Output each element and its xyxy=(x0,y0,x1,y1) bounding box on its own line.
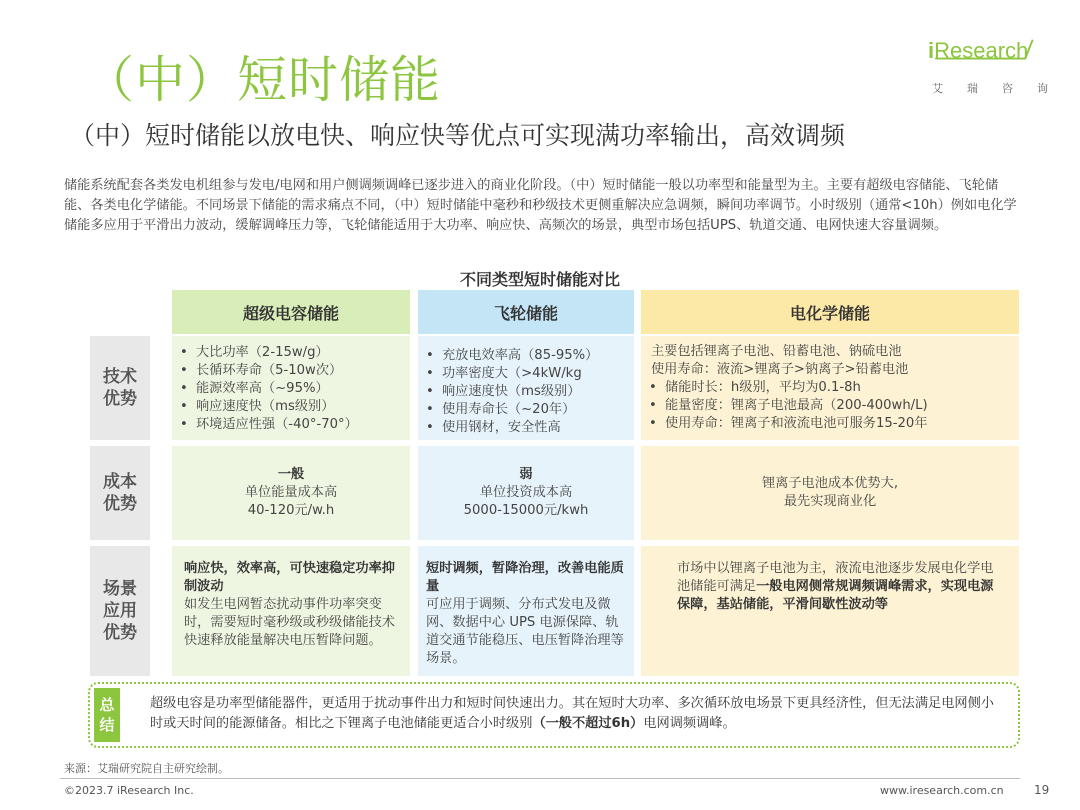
column-header-electrochemical: 电化学储能 xyxy=(641,290,1019,334)
cost-level: 一般 xyxy=(277,467,305,482)
row-header-cost: 成本 优势 xyxy=(90,446,150,540)
list-item: • 环境适应性强（-40°-70°） xyxy=(172,416,410,434)
footer-divider xyxy=(60,778,1020,779)
list-item: • 使用钢材，安全性高 xyxy=(418,419,634,437)
cost-line: 锂离子电池成本优势大, xyxy=(761,476,899,491)
scene-highlight: 一般电网侧常规调频调峰需求，实现电源保障，基站储能，平滑间歇性波动等 xyxy=(677,579,994,612)
summary-text: 超级电容是功率型储能器件，更适用于扰动事件出力和短时间快速出力。其在短时大功率、多次循环放电场景下更具经济性，但无法满足电网侧小时或天时间的能源储备。相比之下锂离子电池储能更适合小时级别（一般不超过6h）电网调频调峰。 xyxy=(150,696,994,731)
cost-line: 单位投资成本高 xyxy=(479,485,573,500)
website-link[interactable]: www.iresearch.com.cn xyxy=(880,784,1004,797)
list-item: • 能源效率高（~95%） xyxy=(172,380,410,398)
copyright: ©2023.7 iResearch Inc. xyxy=(64,784,194,797)
table-title: 不同类型短时储能对比 xyxy=(459,270,620,289)
cost-level: 弱 xyxy=(519,467,533,482)
cell-tech-supercap xyxy=(172,336,410,440)
list-item: • 储能时长：h级别，平均为0.1-8h xyxy=(641,379,1019,397)
list-item: • 大比功率（2-15w/g） xyxy=(172,344,410,362)
scene-highlight: 响应快，效率高，可快速稳定功率抑制波动 xyxy=(184,561,395,594)
cell-tech-flywheel xyxy=(418,336,634,440)
cell-scene-electrochemical xyxy=(641,546,1019,676)
list-item: • 响应速度快（ms级别） xyxy=(172,398,410,416)
electro-intro-line: 使用寿命：液流>锂离子>钠离子>铅蓄电池 xyxy=(651,362,909,377)
intro-paragraph: 储能系统配套各类发电机组参与发电/电网和用户侧调频调峰已逐步进入的商业化阶段。（中）短时储能一般以功率型和能量型为主。主要有超级电容储能、飞轮储能、各类电化学储能。不同场景下储能的需求痛点不同，（中）短时储能中毫秒和秒级技术更侧重解决应急调频，瞬间功率调节。小时级别（通常<10h）例如电化学储能多应用于平滑出力波动，缓解调峰压力等，飞轮储能适用于大功率、响应快、高频次的场景，典型市场包括UPS、轨道交通、电网快速大容量调频。 xyxy=(64,178,1017,233)
scene-highlight: 短时调频，暂降治理，改善电能质量 xyxy=(426,561,624,594)
source-note: 来源：艾瑞研究院自主研究绘制。 xyxy=(64,762,229,775)
electro-intro-line: 主要包括锂离子电池、铅蓄电池、钠硫电池 xyxy=(651,344,902,359)
list-item: • 充放电效率高（85-95%） xyxy=(418,347,634,365)
cell-scene-flywheel xyxy=(418,546,634,676)
list-item: • 使用寿命长（~20年） xyxy=(418,401,634,419)
iresearch-logo xyxy=(928,36,1072,98)
list-item: • 能量密度：锂离子电池最高（200-400wh/L) xyxy=(641,397,1019,415)
scene-text: 市场中以锂离子电池为主，液流电池逐步发展电化学电池储能可满足 xyxy=(677,561,994,594)
column-header-flywheel: 飞轮储能 xyxy=(418,290,634,334)
list-item: • 响应速度快（ms级别） xyxy=(418,383,634,401)
logo-wordmark: iResearch xyxy=(928,38,1029,63)
page-title: （中）短时储能 xyxy=(84,51,441,109)
scene-text: 如发生电网暂态扰动事件功率突变时，需要短时毫秒级或秒级储能技术快速释放能量解决电压暂降问题。 xyxy=(184,597,395,648)
cost-line: 最先实现商业化 xyxy=(783,494,877,509)
cost-value: 5000-15000元/kwh xyxy=(463,503,589,518)
cell-cost-electrochemical xyxy=(641,446,1019,540)
cost-line: 单位能量成本高 xyxy=(244,485,338,500)
row-header-tech: 技术 优势 xyxy=(90,336,150,440)
cell-cost-flywheel xyxy=(418,446,634,540)
cell-cost-supercap xyxy=(172,446,410,540)
row-header-scene: 场景 应用 优势 xyxy=(90,546,150,676)
cell-scene-supercap xyxy=(172,546,410,676)
cost-value: 40-120元/w.h xyxy=(247,503,335,518)
list-item: • 使用寿命：锂离子和液流电池可服务15-20年 xyxy=(641,415,1019,433)
page-number: 19 xyxy=(1034,783,1050,797)
summary-label: 总 结 xyxy=(94,688,120,742)
cell-tech-electrochemical xyxy=(641,336,1019,440)
page-subtitle: （中）短时储能以放电快、响应快等优点可实现满功率输出，高效调频 xyxy=(70,121,846,150)
logo-chinese-name: 艾瑞咨询 xyxy=(932,82,1072,95)
scene-text: 可应用于调频、分布式发电及微网、数据中心 UPS 电源保障、轨道交通节能稳压、电压暂降治理等场景。 xyxy=(426,597,624,666)
column-header-supercap: 超级电容储能 xyxy=(172,290,410,334)
list-item: • 长循环寿命（5-10w次） xyxy=(172,362,410,380)
list-item: • 功率密度大（>4kW/kg xyxy=(418,365,634,383)
